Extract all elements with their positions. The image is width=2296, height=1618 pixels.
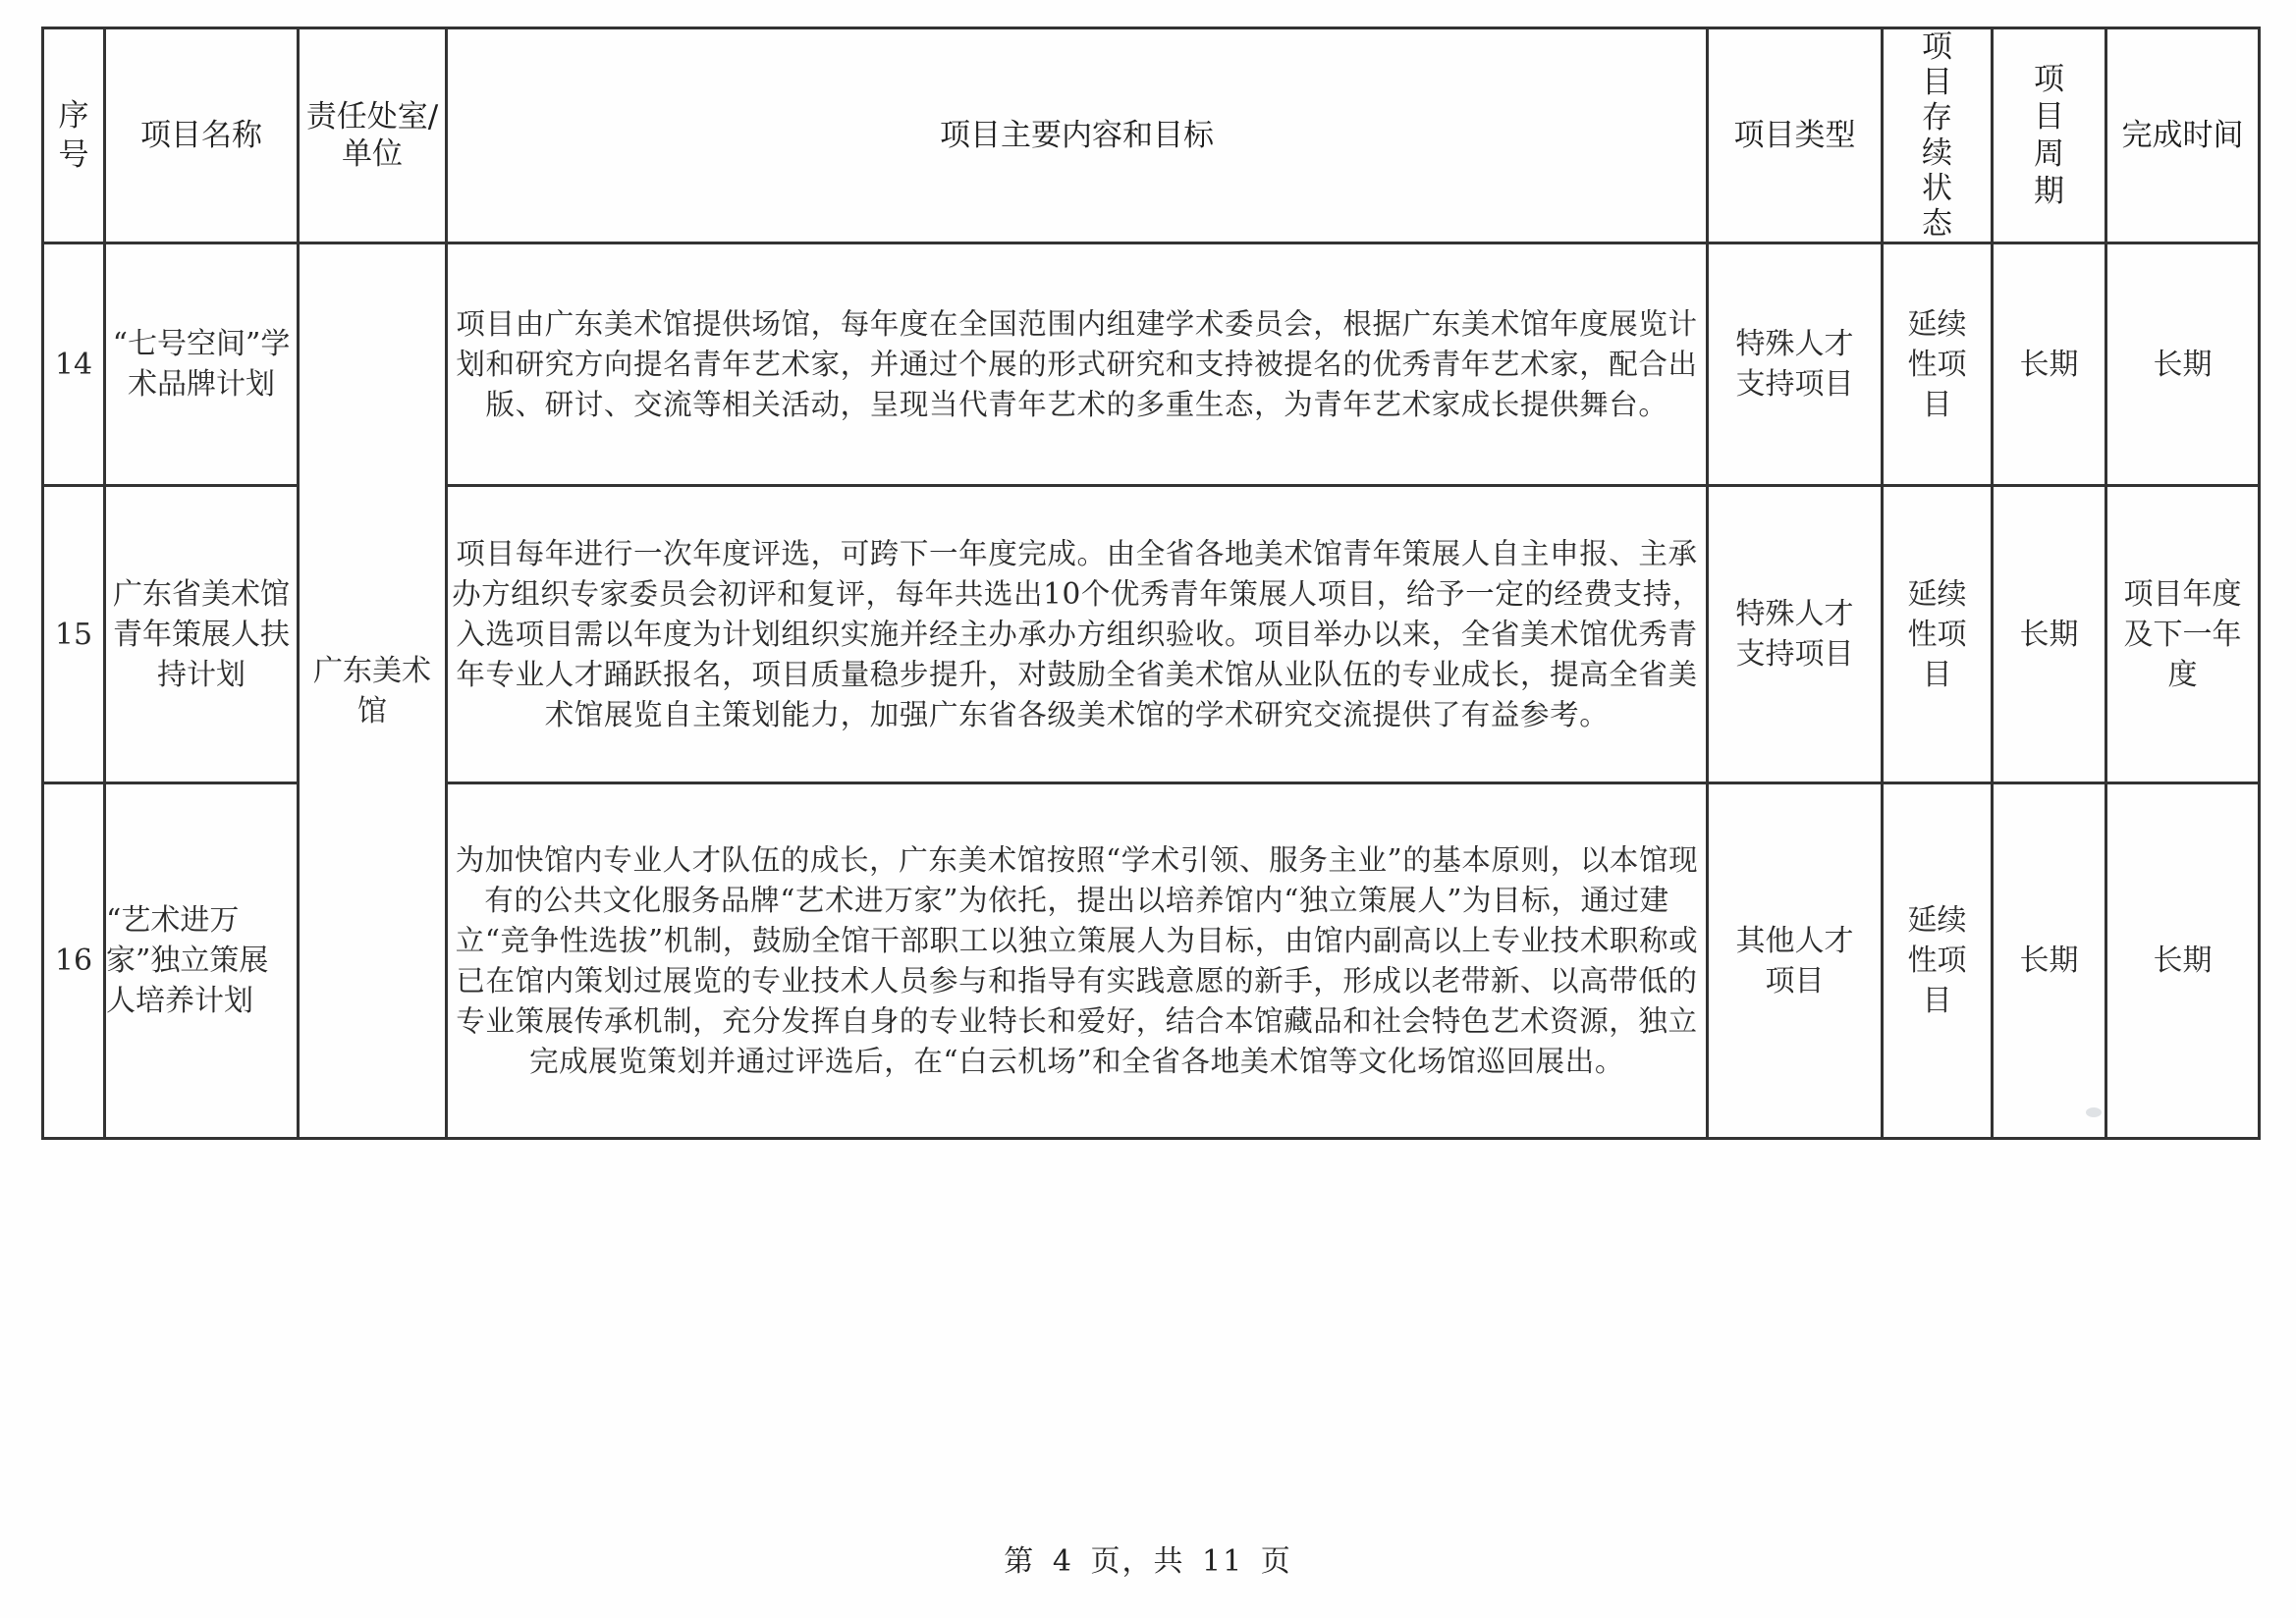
header-completion: 完成时间 [2106, 28, 2260, 243]
header-name: 项目名称 [105, 28, 299, 243]
scan-artifact [2086, 1107, 2102, 1117]
row-project-name: “七号空间”学术品牌计划 [105, 243, 299, 486]
row-completion: 长期 [2106, 783, 2260, 1139]
header-status: 项目存续状态 [1883, 28, 1993, 243]
row-status: 延续性项目 [1883, 783, 1993, 1139]
header-unit: 责任处室/单位 [299, 28, 447, 243]
row-project-name: “艺术进万家”独立策展人培养计划 [105, 783, 299, 1139]
row-content: 项目由广东美术馆提供场馆，每年度在全国范围内组建学术委员会，根据广东美术馆年度展览计划和研究方向提名青年艺术家，并通过个展的形式研究和支持被提名的优秀青年艺术家，配合出版、研讨、交流等相关活动，呈现当代青年艺术的多重生态，为青年艺术家成长提供舞台。 [447, 243, 1708, 486]
row-completion: 项目年度及下一年度 [2106, 486, 2260, 783]
page-indicator: 第 4 页，共 11 页 [1004, 1544, 1292, 1579]
header-content: 项目主要内容和目标 [447, 28, 1708, 243]
header-seq: 序号 [43, 28, 105, 243]
row-seq: 16 [43, 783, 105, 1139]
row-type: 其他人才项目 [1708, 783, 1883, 1139]
project-table [41, 27, 2261, 1140]
row-cycle: 长期 [1993, 486, 2106, 783]
table-row [43, 243, 2260, 486]
row-status: 延续性项目 [1883, 243, 1993, 486]
header-type: 项目类型 [1708, 28, 1883, 243]
row-cycle: 长期 [1993, 243, 2106, 486]
row-seq: 14 [43, 243, 105, 486]
row-type: 特殊人才支持项目 [1708, 486, 1883, 783]
row-completion: 长期 [2106, 243, 2260, 486]
row-content: 为加快馆内专业人才队伍的成长，广东美术馆按照“学术引领、服务主业”的基本原则，以本馆现有的公共文化服务品牌“艺术进万家”为依托，提出以培养馆内“独立策展人”为目标，通过建立“竞争性选拔”机制，鼓励全馆干部职工以独立策展人为目标，由馆内副高以上专业技术职称或已在馆内策划过展览的专业技术人员参与和指导有实践意愿的新手，形成以老带新、以高带低的专业策展传承机制，充分发挥自身的专业特长和爱好，结合本馆藏品和社会特色艺术资源，独立完成展览策划并通过评选后，在“白云机场”和全省各地美术馆等文化场馆巡回展出。 [447, 783, 1708, 1139]
row-status: 延续性项目 [1883, 486, 1993, 783]
row-type: 特殊人才支持项目 [1708, 243, 1883, 486]
row-project-name: 广东省美术馆青年策展人扶持计划 [105, 486, 299, 783]
row-cycle: 长期 [1993, 783, 2106, 1139]
row-seq: 15 [43, 486, 105, 783]
row-content: 项目每年进行一次年度评选，可跨下一年度完成。由全省各地美术馆青年策展人自主申报、主承办方组织专家委员会初评和复评，每年共选出10个优秀青年策展人项目，给予一定的经费支持，入选项目需以年度为计划组织实施并经主办承办方组织验收。项目举办以来，全省美术馆优秀青年专业人才踊跃报名，项目质量稳步提升，对鼓励全省美术馆从业队伍的专业成长，提高全省美术馆展览自主策划能力，加强广东省各级美术馆的学术研究交流提供了有益参考。 [447, 486, 1708, 783]
responsible-unit: 广东美术馆 [299, 243, 447, 1139]
table-header-row [43, 28, 2260, 243]
header-cycle: 项目周期 [1993, 28, 2106, 243]
